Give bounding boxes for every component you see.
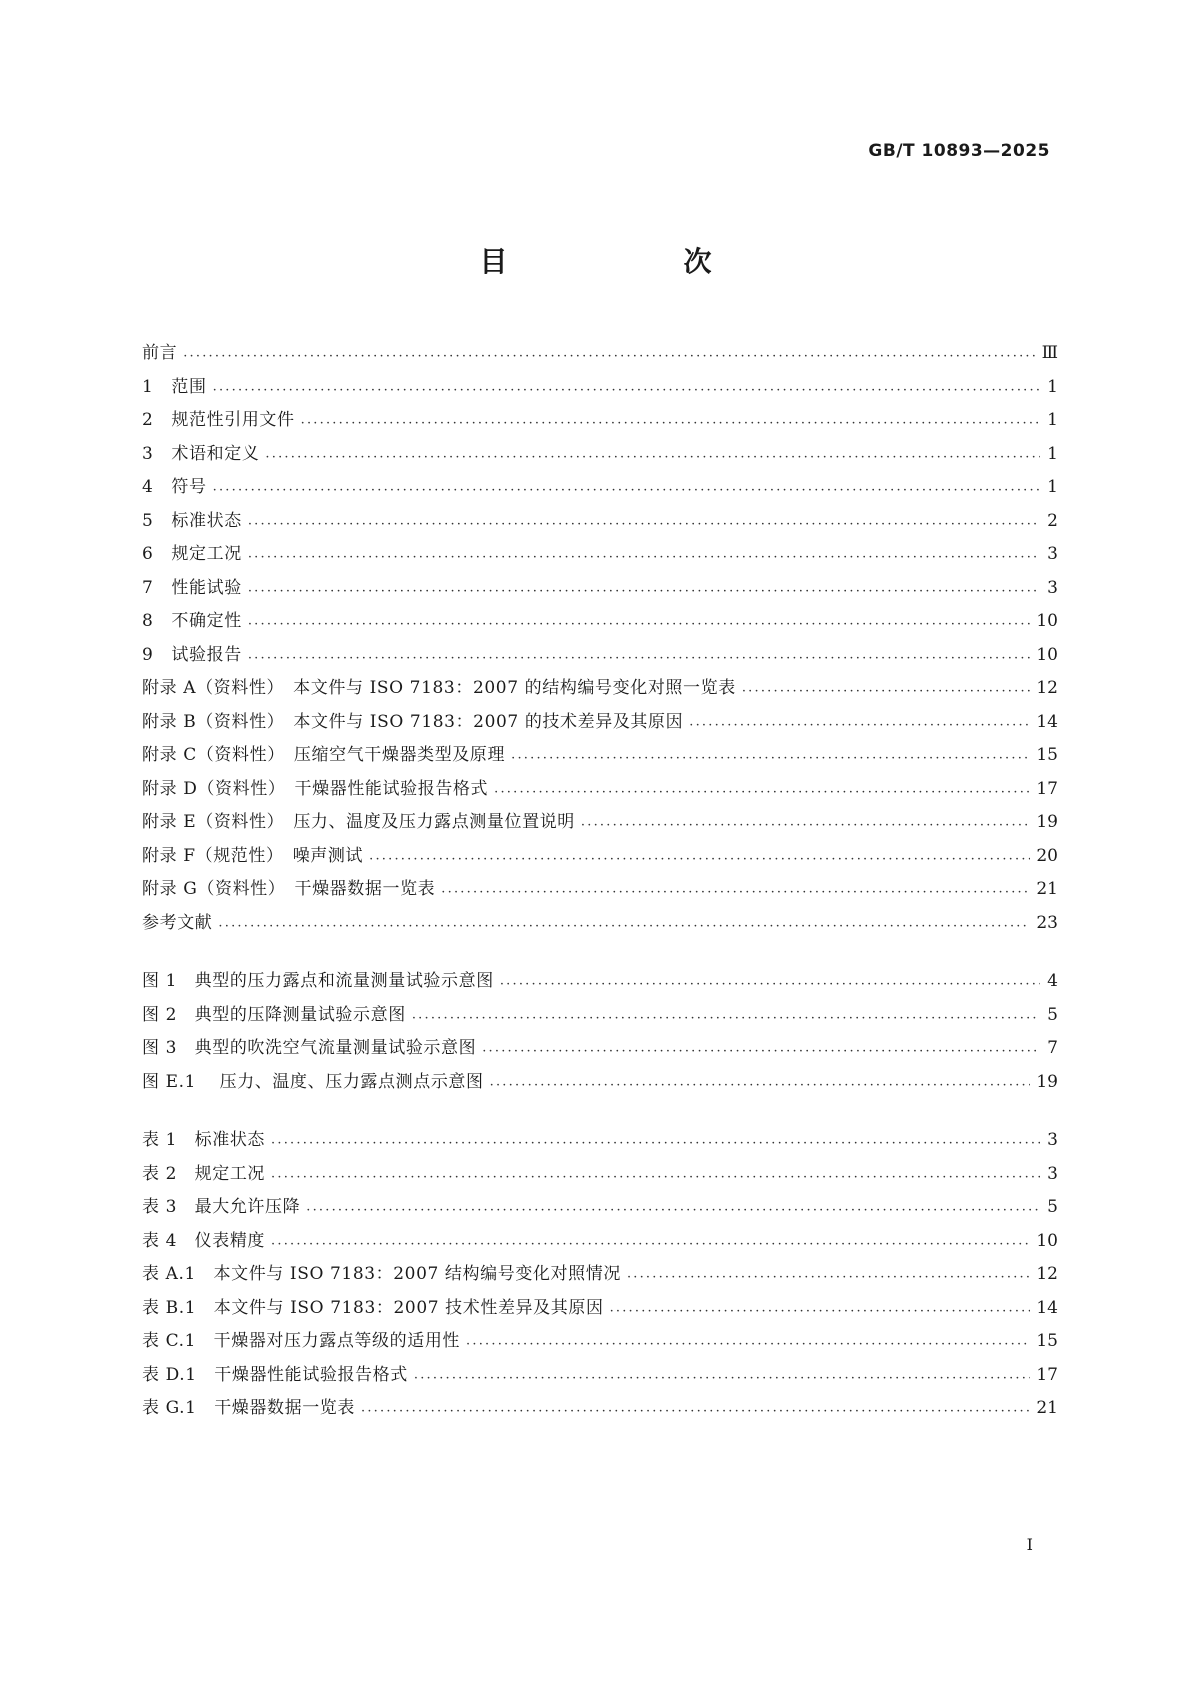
dot-leader xyxy=(466,1333,1030,1350)
toc-entry-number: 4 xyxy=(142,477,154,497)
toc-entry-page: 10 xyxy=(1036,611,1058,631)
toc-entry-label xyxy=(142,874,435,899)
toc-entry-label xyxy=(142,774,488,799)
toc-table-entry[interactable] xyxy=(142,1326,1058,1360)
toc-entry-text: 图 2 典型的压降测量试验示意图 xyxy=(142,1004,406,1025)
dot-leader xyxy=(361,1400,1030,1417)
toc-entry-text: 附录 F（规范性） 噪声测试 xyxy=(142,845,364,866)
toc-entry-label xyxy=(142,908,212,933)
toc-entry-label xyxy=(142,673,736,698)
toc-entry[interactable] xyxy=(142,874,1058,908)
toc-entry[interactable] xyxy=(142,573,1058,607)
toc-entry-number: 1 xyxy=(142,376,154,397)
toc-entry-text: 表 3 最大允许压降 xyxy=(142,1197,301,1217)
dot-leader xyxy=(248,513,1040,530)
toc-entry-number: 6 xyxy=(142,544,154,564)
toc-entry-page: 10 xyxy=(1036,1230,1058,1251)
toc-entry-page: 17 xyxy=(1036,1364,1058,1385)
toc-entry-page: 19 xyxy=(1036,1071,1058,1092)
toc-entry-text: 表 B.1 本文件与 ISO 7183：2007 技术性差异及其原因 xyxy=(142,1297,604,1318)
toc-entry-text: 规定工况 xyxy=(171,544,242,564)
toc-entry-number: 7 xyxy=(142,577,154,598)
dot-leader xyxy=(265,446,1040,463)
toc-entry-text: 术语和定义 xyxy=(171,443,260,464)
toc-entry-label xyxy=(142,707,683,732)
dot-leader xyxy=(742,680,1031,697)
toc-main-section xyxy=(142,338,1058,941)
toc-entry-text: 符号 xyxy=(171,477,207,497)
toc-entry-page: 4 xyxy=(1047,971,1058,991)
dot-leader xyxy=(271,1233,1030,1250)
toc-entry-label xyxy=(142,405,295,430)
dot-leader xyxy=(248,647,1031,664)
dot-leader xyxy=(369,848,1030,865)
toc-entry-label xyxy=(142,841,363,866)
toc-entry[interactable] xyxy=(142,707,1058,741)
toc-entry-label xyxy=(142,966,494,991)
toc-entry-page: 19 xyxy=(1036,812,1058,832)
toc-entry[interactable] xyxy=(142,338,1058,372)
toc-entry[interactable] xyxy=(142,673,1058,707)
toc-entry-label xyxy=(142,1326,460,1351)
dot-leader xyxy=(271,1132,1040,1149)
toc-entry[interactable] xyxy=(142,372,1058,406)
toc-entry-label xyxy=(142,539,242,564)
toc-entry-page: 1 xyxy=(1047,376,1058,397)
toc-entry-page: Ⅲ xyxy=(1041,343,1058,363)
dot-leader xyxy=(248,546,1040,563)
toc-entry-number: 3 xyxy=(142,443,154,464)
toc-entry-text: 附录 A（资料性） 本文件与 ISO 7183：2007 的结构编号变化对照一览表 xyxy=(142,678,736,698)
toc-entry-text: 范围 xyxy=(171,376,207,397)
toc-table-entry[interactable] xyxy=(142,1259,1058,1293)
toc-entry-label xyxy=(142,1067,484,1092)
toc-entry-page: 14 xyxy=(1036,1297,1058,1318)
toc-table-entry[interactable] xyxy=(142,1293,1058,1327)
toc-entry-text: 附录 C（资料性） 压缩空气干燥器类型及原理 xyxy=(142,745,506,765)
dot-leader xyxy=(627,1266,1030,1283)
toc-entry-page: 21 xyxy=(1036,879,1058,899)
dot-leader xyxy=(500,973,1040,990)
dot-leader xyxy=(248,580,1040,597)
toc-entry-text: 表 C.1 干燥器对压力露点等级的适用性 xyxy=(142,1331,461,1351)
standard-code: GB/T 10893—2025 xyxy=(868,141,1050,161)
footer-page-number: Ⅰ xyxy=(1026,1535,1033,1554)
dot-leader xyxy=(581,814,1030,831)
toc-entry-label xyxy=(142,506,242,531)
toc-entry-label xyxy=(142,472,207,497)
toc-table-entry[interactable] xyxy=(142,1226,1058,1260)
toc-entry-page: 12 xyxy=(1036,1264,1058,1284)
toc-entry-page: 2 xyxy=(1047,510,1058,531)
toc-entry-number: 8 xyxy=(142,611,154,631)
toc-entry-text: 附录 E（资料性） 压力、温度及压力露点测量位置说明 xyxy=(142,812,575,832)
toc-figure-entry[interactable] xyxy=(142,966,1058,1000)
toc-entry-label xyxy=(142,1393,355,1418)
toc-entry-text: 前言 xyxy=(142,343,178,363)
toc-entry-page: 23 xyxy=(1036,912,1058,933)
toc-entry-number: 5 xyxy=(142,510,154,531)
toc-entry-page: 5 xyxy=(1047,1004,1058,1025)
dot-leader xyxy=(414,1367,1031,1384)
toc-figure-entry[interactable] xyxy=(142,1067,1058,1101)
toc-table-entry[interactable] xyxy=(142,1159,1058,1193)
toc-entry-label xyxy=(142,1192,300,1217)
toc-entry-text: 图 1 典型的压力露点和流量测量试验示意图 xyxy=(142,971,494,991)
toc-entry[interactable] xyxy=(142,506,1058,540)
toc-table-entry[interactable] xyxy=(142,1393,1058,1427)
toc-entry-page: 1 xyxy=(1047,477,1058,497)
toc-entry-page: 12 xyxy=(1036,678,1058,698)
toc-entry-label xyxy=(142,1000,406,1025)
toc-figure-entry[interactable] xyxy=(142,1000,1058,1034)
toc-table-entry[interactable] xyxy=(142,1360,1058,1394)
toc-entry-page: 20 xyxy=(1036,845,1058,866)
toc-entry-label xyxy=(142,338,177,363)
toc-entry-text: 表 A.1 本文件与 ISO 7183：2007 结构编号变化对照情况 xyxy=(142,1264,621,1284)
toc-entry-label xyxy=(142,807,575,832)
toc-entry[interactable] xyxy=(142,539,1058,573)
dot-leader xyxy=(306,1199,1040,1216)
dot-leader xyxy=(689,714,1030,731)
toc-entry-page: 5 xyxy=(1047,1197,1058,1217)
toc-figures-section xyxy=(142,966,1058,1100)
dot-leader xyxy=(482,1040,1040,1057)
toc-entry-label xyxy=(142,1159,265,1184)
toc-entry-label xyxy=(142,1033,476,1058)
toc-entry-text: 参考文献 xyxy=(142,912,213,933)
toc-entry-page: 15 xyxy=(1036,1331,1058,1351)
toc-entry-text: 表 4 仪表精度 xyxy=(142,1230,266,1251)
toc-entry-text: 附录 B（资料性） 本文件与 ISO 7183：2007 的技术差异及其原因 xyxy=(142,711,684,732)
toc-entry-page: 15 xyxy=(1036,745,1058,765)
toc-entry-label xyxy=(142,372,207,397)
dot-leader xyxy=(183,345,1035,362)
toc-entry[interactable] xyxy=(142,740,1058,774)
dot-leader xyxy=(494,781,1030,798)
toc-entry-page: 3 xyxy=(1047,1130,1058,1150)
toc-entry-page: 1 xyxy=(1047,443,1058,464)
toc-entry[interactable] xyxy=(142,807,1058,841)
toc-entry-text: 性能试验 xyxy=(171,577,242,598)
toc-entry-label xyxy=(142,1259,621,1284)
toc-entry-text: 不确定性 xyxy=(171,611,242,631)
toc-entry-page: 7 xyxy=(1047,1038,1058,1058)
toc-entry[interactable] xyxy=(142,774,1058,808)
dot-leader xyxy=(218,915,1030,932)
toc-entry-text: 标准状态 xyxy=(171,510,242,531)
toc-entry-label xyxy=(142,640,242,665)
toc-entry-page: 21 xyxy=(1036,1398,1058,1418)
table-of-contents xyxy=(142,338,1058,1427)
toc-entry-label xyxy=(142,740,505,765)
toc-entry-page: 3 xyxy=(1047,577,1058,598)
toc-entry[interactable] xyxy=(142,405,1058,439)
dot-leader xyxy=(610,1300,1031,1317)
toc-entry[interactable] xyxy=(142,908,1058,942)
toc-entry-text: 附录 G（资料性） 干燥器数据一览表 xyxy=(142,879,436,899)
toc-entry-page: 14 xyxy=(1036,711,1058,732)
toc-entry-page: 1 xyxy=(1047,410,1058,430)
toc-entry-label xyxy=(142,573,242,598)
page-title: 目 次 xyxy=(479,245,752,278)
toc-entry[interactable] xyxy=(142,640,1058,674)
toc-entry-text: 表 G.1 干燥器数据一览表 xyxy=(142,1398,355,1418)
toc-entry-label xyxy=(142,1125,265,1150)
dot-leader xyxy=(441,881,1030,898)
toc-entry-label xyxy=(142,439,259,464)
toc-entry-page: 3 xyxy=(1047,544,1058,564)
toc-entry-text: 图 E.1 压力、温度、压力露点测点示意图 xyxy=(142,1071,484,1092)
toc-entry-label xyxy=(142,1360,408,1385)
dot-leader xyxy=(490,1074,1031,1091)
toc-entry[interactable] xyxy=(142,841,1058,875)
dot-leader xyxy=(511,747,1030,764)
toc-entry-number: 2 xyxy=(142,410,154,430)
toc-entry-label xyxy=(142,1293,604,1318)
toc-entry-text: 表 D.1 干燥器性能试验报告格式 xyxy=(142,1364,408,1385)
toc-entry-page: 17 xyxy=(1036,778,1058,799)
toc-table-entry[interactable] xyxy=(142,1125,1058,1159)
toc-entry-text: 表 2 规定工况 xyxy=(142,1163,266,1184)
toc-entry[interactable] xyxy=(142,472,1058,506)
toc-tables-section xyxy=(142,1125,1058,1427)
toc-entry-label xyxy=(142,606,242,631)
toc-entry-number: 9 xyxy=(142,644,154,665)
dot-leader xyxy=(248,613,1031,630)
toc-entry-text: 试验报告 xyxy=(171,644,242,665)
toc-entry-text: 规范性引用文件 xyxy=(171,410,295,430)
dot-leader xyxy=(213,379,1040,396)
dot-leader xyxy=(301,412,1040,429)
dot-leader xyxy=(213,479,1040,496)
toc-entry-text: 附录 D（资料性） 干燥器性能试验报告格式 xyxy=(142,778,489,799)
toc-entry-page: 10 xyxy=(1036,644,1058,665)
toc-entry[interactable] xyxy=(142,606,1058,640)
toc-entry-text: 表 1 标准状态 xyxy=(142,1130,266,1150)
toc-entry-page: 3 xyxy=(1047,1163,1058,1184)
toc-entry-text: 图 3 典型的吹洗空气流量测量试验示意图 xyxy=(142,1038,477,1058)
dot-leader xyxy=(271,1166,1040,1183)
dot-leader xyxy=(412,1007,1040,1024)
toc-entry-label xyxy=(142,1226,265,1251)
toc-table-entry[interactable] xyxy=(142,1192,1058,1226)
toc-entry[interactable] xyxy=(142,439,1058,473)
toc-figure-entry[interactable] xyxy=(142,1033,1058,1067)
